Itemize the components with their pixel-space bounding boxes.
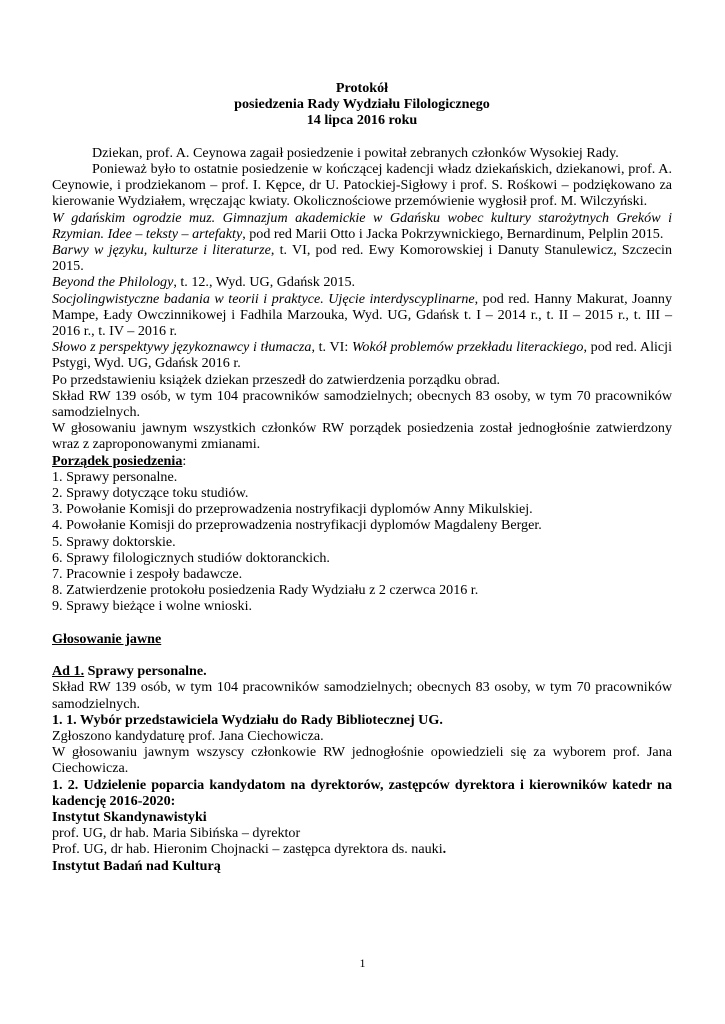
- book-details: , t. 12., Wyd. UG, Gdańsk 2015.: [173, 274, 356, 291]
- agenda-item: 8. Zatwierdzenie protokołu posiedzenia Rady Wydziału z 2 czerwca 2016 r.: [52, 582, 479, 599]
- book-entry-5: [52, 339, 672, 371]
- book-details: , pod red. Hanny Makurat, Joanny Mampe, Łady Owczinnikowej i Fadhila Marzouka, Wyd. UG, Gdańsk t. I – 2014 r., t. II – 2015 r., t. III – 2016 r., t. IV – 2016 r.: [52, 290, 672, 339]
- document-header: [52, 80, 672, 129]
- document-title: Protokół: [335, 80, 389, 96]
- institute-person-2: Prof. UG, dr hab. Hieronim Chojnacki – zastępca dyrektora ds. nauki: [52, 841, 443, 858]
- document-subtitle: posiedzenia Rady Wydziału Filologicznego: [234, 96, 490, 113]
- section-1-1-heading: 1. 1. Wybór przedstawiciela Wydziału do Rady Bibliotecznej UG.: [52, 711, 443, 728]
- agenda-item: 4. Powołanie Komisji do przeprowadzenia nostryfikacji dyplomów Magdaleny Berger.: [52, 517, 542, 534]
- book-entry-4: [52, 291, 672, 340]
- agenda-item: 7. Pracownie i zespoły badawcze.: [52, 566, 243, 583]
- institute-person-2-period: .: [442, 841, 447, 858]
- ad1-label: Ad 1.: [52, 663, 85, 680]
- agenda-item: 9. Sprawy bieżące i wolne wnioski.: [52, 598, 253, 615]
- intro-paragraph-1: Dziekan, prof. A. Ceynowa zagaił posiedzenie i powitał zebranych członków Wysokiej Rady.: [92, 144, 619, 161]
- book-details: , pod red Marii Otto i Jacka Pokrzywnickiego, Bernardinum, Pelplin 2015.: [242, 225, 664, 242]
- document-page: [52, 80, 672, 874]
- ad1-heading: [52, 663, 672, 679]
- agenda-item: 2. Sprawy dotyczące toku studiów.: [52, 485, 249, 502]
- book-entry-1: [52, 210, 672, 242]
- book-title: Słowo z perspektywy językoznawcy i tłumacza: [52, 339, 312, 356]
- after-books-paragraph-3: W głosowaniu jawnym wszystkich członków RW porządek posiedzenia został jednogłośnie zatwierdzony wraz z zaproponowanymi zmianami.: [52, 420, 672, 453]
- institute-person-1: prof. UG, dr hab. Maria Sibińska – dyrektor: [52, 825, 301, 842]
- after-books-paragraph-2: Skład RW 139 osób, w tym 104 pracowników samodzielnych; obecnych 83 osoby, w tym 70 pracowników samodzielnych.: [52, 387, 672, 420]
- agenda-item: 3. Powołanie Komisji do przeprowadzenia nostryfikacji dyplomów Anny Mikulskiej.: [52, 501, 533, 518]
- document-date: 14 lipca 2016 roku: [306, 112, 418, 129]
- voting-heading: Głosowanie jawne: [52, 630, 162, 647]
- agenda-item: 1. Sprawy personalne.: [52, 468, 178, 485]
- section-1-2-heading: 1. 2. Udzielenie poparcia kandydatom na dyrektorów, zastępców dyrektora i kierowników katedr na kadencję 2016-2020:: [52, 776, 672, 809]
- agenda-heading: Porządek posiedzenia: [52, 452, 183, 469]
- page-number: 1: [359, 956, 366, 970]
- intro-paragraph-2: Ponieważ było to ostatnie posiedzenie w kończącej kadencji władz dziekańskich, dziekanowi, prof. A. Ceynowie, i prodziekanom – prof. I. Kępce, dr U. Patockiej-Sigłowy i prof. S. Rośkowi – podziękowano za kierowanie Wydziałem, wręczając kwiaty. Okolicznościowe przemówienie wygłosił prof. M. Wilczyński.: [52, 160, 672, 210]
- book-title: W gdańskim ogrodzie muz. Gimnazjum akademickie w Gdańsku wobec kultury starożytnych Greków i Rzymian. Idee – teksty – artefakty: [52, 209, 672, 242]
- book-subtitle: Wokół problemów przekładu literackiego: [351, 339, 584, 356]
- agenda-colon: :: [182, 452, 187, 469]
- book-entry-2: [52, 242, 672, 274]
- institute-heading-2: Instytut Badań nad Kulturą: [52, 857, 221, 874]
- agenda-heading-line: [52, 453, 672, 469]
- book-title: Barwy w języku, kulturze i literaturze: [52, 241, 271, 258]
- composition-paragraph: Skład RW 139 osób, w tym 104 pracowników samodzielnych; obecnych 83 osoby, w tym 70 pracowników samodzielnych.: [52, 679, 672, 712]
- book-entry-3: [52, 274, 672, 290]
- section-1-1-line-2: W głosowaniu jawnym wszyscy członkowie RW jednogłośnie opowiedzieli się za wyborem prof. Jana Ciechowicza.: [52, 744, 672, 777]
- institute-person-2-line: [52, 841, 672, 857]
- book-volume: , t. VI:: [311, 339, 352, 356]
- agenda-item: 6. Sprawy filologicznych studiów doktoranckich.: [52, 549, 330, 566]
- book-title: Socjolingwistyczne badania w teorii i praktyce. Ujęcie interdyscyplinarne: [52, 290, 475, 307]
- section-1-1-line-1: Zgłoszono kandydaturę prof. Jana Ciechowicza.: [52, 728, 324, 745]
- agenda-item: 5. Sprawy doktorskie.: [52, 533, 176, 550]
- book-details: , pod red. Alicji Pstygi, Wyd. UG, Gdańsk 2016 r.: [52, 339, 672, 372]
- institute-heading-1: Instytut Skandynawistyki: [52, 809, 207, 826]
- book-title: Beyond the Philology: [52, 274, 174, 291]
- book-details: , t. VI, pod red. Ewy Komorowskiej i Danuty Stanulewicz, Szczecin 2015.: [52, 241, 672, 275]
- ad1-title: Sprawy personalne.: [84, 663, 207, 680]
- agenda-list: [52, 469, 672, 615]
- after-books-paragraph-1: Po przedstawieniu książek dziekan przeszedł do zatwierdzenia porządku obrad.: [52, 371, 501, 388]
